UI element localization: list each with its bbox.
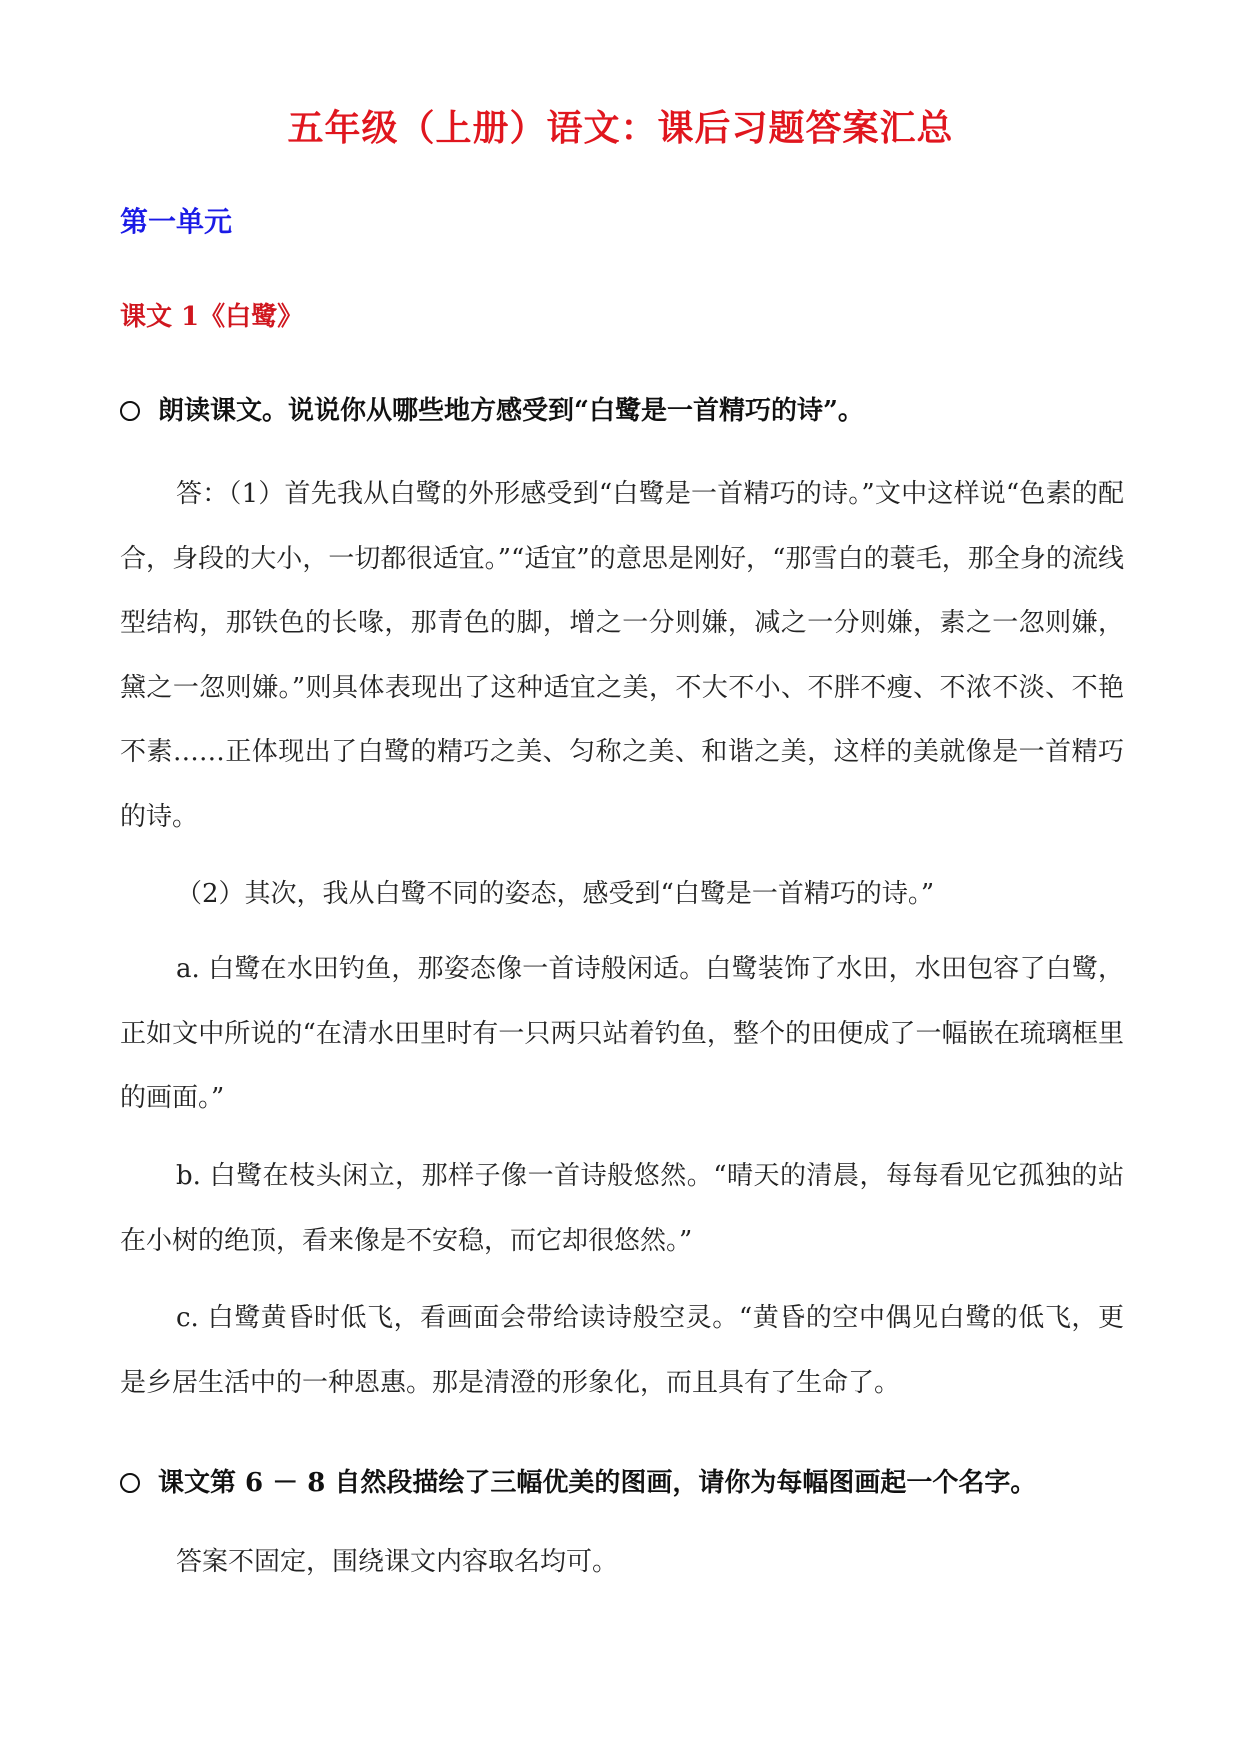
answer-paragraph: b. 白鹭在枝头闲立，那样子像一首诗般悠然。“晴天的清晨，每每看见它孤独的站在小树的绝顶，看来像是不安稳，而它却很悠然。” [120,1161,1124,1256]
question-1 [120,390,864,427]
circle-bullet-icon [120,401,140,421]
circle-bullet-icon [120,1473,140,1493]
lesson-heading: 课文 1《白鹭》 [120,302,304,332]
answer-paragraph: 答：（1）首先我从白鹭的外形感受到“白鹭是一首精巧的诗。”文中这样说“色素的配合，身段的大小，一切都很适宜。”“适宜”的意思是刚好，“那雪白的蓑毛，那全身的流线型结构，那铁色的长喙，那青色的脚，增之一分则嫌，减之一分则嫌，素之一忽则嫌，黛之一忽则嫌。”则具体表现出了这种适宜之美，不大不小、不胖不瘦、不浓不淡、不艳不素……正体现出了白鹭的精巧之美、匀称之美、和谐之美，这样的美就像是一首精巧的诗。 [120,479,1124,832]
answer-paragraph: a. 白鹭在水田钓鱼，那姿态像一首诗般闲适。白鹭装饰了水田，水田包容了白鹭，正如文中所说的“在清水田里时有一只两只站着钓鱼，整个的田便成了一幅嵌在琉璃框里的画面。” [120,954,1124,1113]
answer-paragraph: 答案不固定，围绕课文内容取名均可。 [176,1547,619,1577]
document-title: 五年级（上册）语文：课后习题答案汇总 [287,107,954,149]
answer-paragraph: （2）其次，我从白鹭不同的姿态，感受到“白鹭是一首精巧的诗。” [176,879,935,909]
unit-heading: 第一单元 [120,205,233,238]
answer-paragraph: c. 白鹭黄昏时低飞，看画面会带给读诗般空灵。“黄昏的空中偶见白鹭的低飞，更是乡居生活中的一种恩惠。那是清澄的形象化，而且具有了生命了。 [120,1303,1124,1398]
question-1-text: 朗读课文。说说你从哪些地方感受到“白鹭是一首精巧的诗”。 [158,396,864,426]
question-2-text: 课文第 6 － 8 自然段描绘了三幅优美的图画，请你为每幅图画起一个名字。 [158,1468,1037,1498]
question-2 [120,1462,1036,1499]
